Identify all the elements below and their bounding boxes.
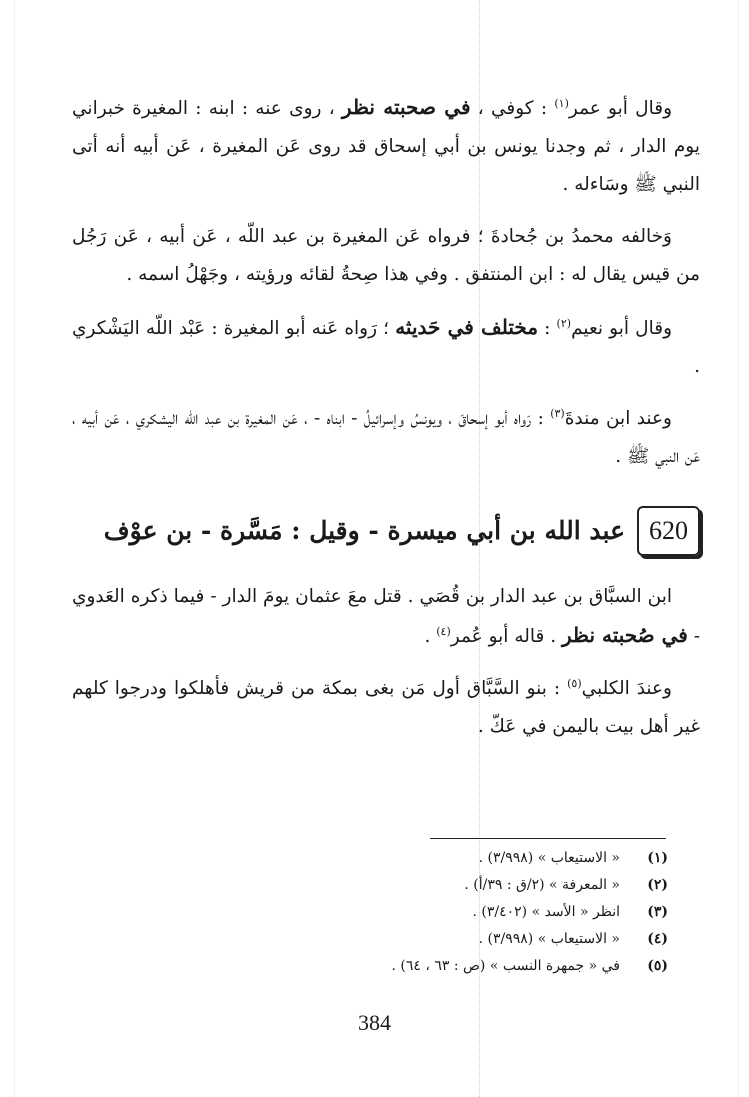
entry-number: 620 — [637, 506, 700, 556]
footnote-number: (٢) — [647, 877, 668, 893]
footnote-text: في « جمهرة النسب » (ص : ٦٣ ، ٦٤) . — [391, 958, 620, 974]
footnote-text: « المعرفة » (٢/ق : ٣٩/أ) . — [464, 877, 620, 893]
footnote-number: (٥) — [647, 958, 668, 974]
footnotes — [120, 845, 668, 980]
footnote-marker: (٤) — [436, 624, 451, 638]
footnote-marker: (٢) — [556, 316, 572, 330]
entry-title: عبد الله بن أبي ميسرة - وقيل : مَسَّرة - بن عوْف — [103, 516, 625, 545]
text-run: وعند ابن مندةَ — [564, 408, 672, 429]
footnote-marker: (١) — [554, 96, 569, 110]
text-run: : — [538, 318, 557, 339]
text-run: وقال أبو عمر — [568, 98, 672, 119]
paragraph — [72, 578, 700, 656]
paragraph — [72, 308, 700, 386]
text-run: . — [424, 626, 437, 647]
text-run: ابن السبَّاق بن عبد الدار بن قُصَي . قتل معَ عثمان يومَ الدار - فيما ذكره العَدوي - — [72, 586, 700, 647]
entry-heading — [72, 506, 700, 556]
text-run: : رَواه أبو إسحاقَ ، ويونسُ وإسرائيلُ - ابناه - ، عَن المغيرة بن عبد اللّه اليشكري ، عَن أبيه ، عَن النبي ﷺ . — [72, 408, 700, 467]
paragraph — [72, 218, 700, 294]
entry-paragraphs — [72, 578, 700, 746]
footnote — [120, 899, 668, 926]
page-edge-line — [14, 0, 15, 1097]
footnote-marker: (٥) — [567, 676, 582, 690]
footnote — [120, 926, 668, 953]
text-run: وعندَ الكلبي — [581, 678, 672, 699]
paragraph — [72, 88, 700, 204]
page-edge-line — [738, 0, 739, 1097]
footnote — [120, 872, 668, 899]
text-run: ؛ رَواه عَنه أبو المغيرة : عَبْد اللّه اليَشْكري . — [72, 318, 700, 377]
text-run: : بنو السَّبَّاق أول مَن بغى بمكة من قريش فأهلكوا ودرجوا كلهم غير أهل بيت باليمن في عَكّ . — [72, 678, 700, 737]
paragraph — [72, 400, 700, 476]
footnote-text: انظر « الأسد » (٣/٤٠٢) . — [472, 904, 620, 920]
paragraph — [72, 670, 700, 746]
page-number: 384 — [358, 1010, 391, 1035]
main-text — [72, 88, 700, 760]
bold-phrase: في صحبته نظر — [341, 95, 471, 119]
footnote — [120, 953, 668, 980]
text-run: وَخالفه محمدُ بن جُحادةَ ؛ فرواه عَن المغيرة بن عبد اللّه ، عَن أبيه ، عَن رَجُل من قيس يقال له : ابن المنتفق . وفي هذا صِحةُ لقائه ورؤيته ، وجَهْلُ اسمه . — [72, 226, 700, 285]
text-run: ، روى عنه : ابنه : المغيرة خبراني يوم الدار ، ثم وجدنا يونس بن أبي إسحاق قد روى عَن المغيرة ، عَن أبيه أنه أتى النبي ﷺ وسَاءله . — [72, 98, 700, 195]
footnote-number: (٣) — [647, 904, 668, 920]
footnote — [120, 845, 668, 872]
biography-paragraphs — [72, 88, 700, 476]
footnote-number: (١) — [647, 850, 668, 866]
footnote-marker: (٣) — [550, 406, 565, 420]
footnote-rule — [430, 838, 666, 839]
bold-phrase: مختلف في حَديثه — [395, 315, 539, 339]
bold-phrase: في صُحبته نظر — [562, 623, 688, 647]
text-run: : كوفي ، — [470, 98, 555, 119]
text-run: . قاله أبو عُمر — [450, 626, 562, 647]
footnote-number: (٤) — [647, 931, 668, 947]
text-run: وقال أبو نعيم — [571, 318, 672, 339]
footnote-text: « الاستيعاب » (٣/٩٩٨) . — [478, 850, 620, 866]
footnote-text: « الاستيعاب » (٣/٩٩٨) . — [478, 931, 620, 947]
